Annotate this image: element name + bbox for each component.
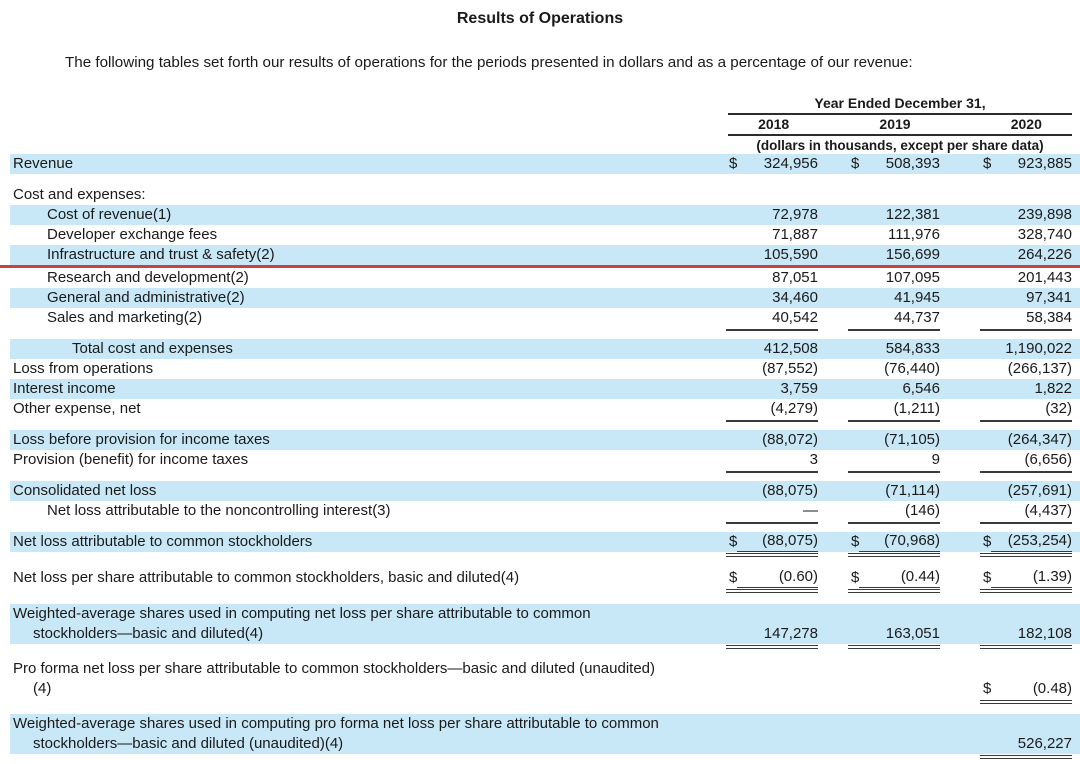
underline-rule (848, 420, 940, 427)
underline-rule-row (10, 589, 1080, 598)
cell-value: 526,227 (1017, 735, 1072, 752)
year-column-2018: 2018 (758, 116, 790, 132)
underline-rule-row (10, 420, 1080, 427)
cell-value: (0.48) (1032, 680, 1072, 697)
cell-value: 105,590 (763, 246, 818, 263)
row-label-wrap (10, 288, 696, 308)
value-cell (848, 734, 940, 754)
row-label: Cost and expenses: (13, 186, 146, 203)
table-row (10, 185, 1080, 205)
value-cell (848, 308, 940, 328)
row-label: General and administrative(2) (47, 289, 245, 306)
cell-value: (87,552) (762, 360, 818, 377)
value-cell (980, 379, 1072, 399)
dollar-sign: $ (729, 533, 738, 550)
value-cell (726, 450, 818, 470)
year-column-2019: 2019 (879, 116, 911, 132)
row-label: Pro forma net loss per share attributable to common stockholders—basic and diluted (unaudited)(4) (13, 660, 656, 697)
value-cell (980, 205, 1072, 225)
value-cell (848, 399, 940, 419)
value-cell (726, 532, 818, 552)
period-header: Year Ended December 31, (728, 94, 1072, 115)
value-cell (980, 225, 1072, 245)
row-label-wrap (10, 659, 696, 699)
row-label: Provision (benefit) for income taxes (13, 451, 249, 468)
underline-rule (980, 553, 1072, 562)
value-cell (726, 154, 818, 174)
value-cell (980, 359, 1072, 379)
value-cell (980, 154, 1072, 174)
cell-value: 58,384 (1026, 309, 1072, 326)
cell-value: 1,190,022 (1005, 340, 1072, 357)
row-label-wrap (10, 714, 696, 754)
cell-value: (253,254) (991, 531, 1072, 552)
underline-rule (848, 329, 940, 336)
cell-value: (266,137) (1007, 360, 1072, 377)
rule-gap (848, 759, 940, 764)
table-row (10, 659, 1080, 699)
value-cell (980, 679, 1072, 699)
units-note: (dollars in thousands, except per share data) (756, 138, 1044, 153)
row-label-wrap (10, 481, 696, 501)
row-label: Infrastructure and trust & safety(2) (47, 246, 275, 263)
row-label-wrap (10, 185, 696, 205)
cell-value: (88,075) (762, 482, 818, 499)
value-cell (980, 430, 1072, 450)
underline-rule (980, 589, 1072, 598)
cell-value: (1.39) (991, 567, 1072, 588)
cell-value: 324,956 (763, 155, 818, 172)
row-label-wrap (10, 245, 696, 265)
underline-rule (980, 700, 1072, 709)
underline-rule (848, 589, 940, 598)
cell-value: 9 (931, 451, 940, 468)
underline-rule (848, 553, 940, 562)
underline-rule (980, 329, 1072, 336)
value-cell (848, 481, 940, 501)
underline-rule (980, 471, 1072, 478)
underline-rule (726, 522, 818, 529)
value-cell (848, 185, 940, 205)
table-row (10, 714, 1080, 754)
row-label-wrap (10, 532, 696, 552)
underline-rule (726, 420, 818, 427)
table-row (10, 568, 1080, 588)
cell-value: (264,347) (1007, 431, 1072, 448)
cell-value: 72,978 (772, 206, 818, 223)
cell-value: 44,737 (894, 309, 940, 326)
value-cell (726, 568, 818, 588)
table-row (10, 359, 1080, 379)
value-cell (726, 481, 818, 501)
value-cell (848, 245, 940, 265)
row-label: Other expense, net (13, 400, 141, 417)
row-label-wrap (10, 268, 696, 288)
row-label: Net loss attributable to the noncontrolling interest(3) (47, 502, 391, 519)
cell-value: (0.60) (737, 567, 818, 588)
underline-rule-row (10, 700, 1080, 709)
cell-value: 3 (809, 451, 818, 468)
row-label: Total cost and expenses (72, 340, 233, 357)
table-row (10, 205, 1080, 225)
row-label-wrap (10, 379, 696, 399)
cell-value: 328,740 (1017, 226, 1072, 243)
cell-value: 107,095 (885, 269, 940, 286)
cell-value: (76,440) (884, 360, 940, 377)
table-row (10, 308, 1080, 328)
underline-rule (980, 522, 1072, 529)
cell-value: 584,833 (885, 340, 940, 357)
table-row (10, 399, 1080, 419)
value-cell (980, 532, 1072, 552)
value-cell (726, 379, 818, 399)
value-cell (726, 430, 818, 450)
dollar-sign: $ (983, 680, 992, 697)
value-cell (848, 532, 940, 552)
row-label: Developer exchange fees (47, 226, 218, 243)
value-cell (726, 399, 818, 419)
dollar-sign: $ (983, 155, 992, 172)
row-label-wrap (10, 501, 696, 521)
table-row (10, 532, 1080, 552)
cell-value: (6,656) (1024, 451, 1072, 468)
row-label-wrap (10, 430, 696, 450)
value-cell (848, 225, 940, 245)
dollar-sign: $ (983, 533, 992, 550)
cell-value: (4,279) (770, 400, 818, 417)
row-label-wrap (10, 308, 696, 328)
cell-value: (1,211) (893, 400, 940, 417)
row-label-wrap (10, 225, 696, 245)
cell-value: 264,226 (1017, 246, 1072, 263)
value-cell (726, 339, 818, 359)
value-cell (848, 430, 940, 450)
underline-rule (848, 471, 940, 478)
value-cell (848, 359, 940, 379)
table-row (10, 225, 1080, 245)
units-note-span (728, 136, 1072, 154)
underline-rule (980, 420, 1072, 427)
value-cell (848, 288, 940, 308)
dollar-sign: $ (851, 533, 860, 550)
value-cell (848, 450, 940, 470)
row-label: Weighted-average shares used in computing pro forma net loss per share attributable to common stockholders—basic and diluted (unaudited)(4) (13, 715, 659, 752)
row-label-wrap (10, 154, 696, 174)
cell-value: 163,051 (885, 625, 940, 642)
cell-value: 41,945 (894, 289, 940, 306)
cell-value: 3,759 (780, 380, 818, 397)
cell-value: 923,885 (1017, 155, 1072, 172)
cell-value: (70,968) (859, 531, 940, 552)
cell-value: 201,443 (1017, 269, 1072, 286)
value-cell (980, 245, 1072, 265)
cell-value: (4,437) (1024, 502, 1072, 519)
value-cell (726, 205, 818, 225)
cell-value: (71,114) (885, 482, 940, 499)
cell-value: (257,691) (1007, 482, 1072, 499)
dollar-sign: $ (729, 569, 738, 586)
row-label: Interest income (13, 380, 116, 397)
table-row (10, 604, 1080, 644)
table-row (10, 430, 1080, 450)
underline-rule (726, 553, 818, 562)
value-cell (726, 308, 818, 328)
value-cell (848, 379, 940, 399)
value-cell (726, 268, 818, 288)
rule-gap (726, 759, 818, 764)
table-row (10, 339, 1080, 359)
underline-rule-row (10, 755, 1080, 764)
value-cell (726, 679, 818, 699)
row-gap (0, 174, 1080, 185)
underline-rule (848, 645, 940, 654)
value-cell (980, 501, 1072, 521)
table-row (10, 450, 1080, 470)
value-cell (980, 734, 1072, 754)
underline-rule (980, 755, 1072, 764)
row-label: Research and development(2) (47, 269, 249, 286)
row-label: Weighted-average shares used in computing net loss per share attributable to common stockholders—basic and diluted(4) (13, 605, 591, 642)
year-column-2020: 2020 (1010, 116, 1042, 132)
year-columns (728, 115, 1072, 136)
cell-value: (0.44) (859, 567, 940, 588)
value-cell (726, 624, 818, 644)
row-label: Consolidated net loss (13, 482, 157, 499)
underline-rule-row (10, 645, 1080, 654)
value-cell (848, 339, 940, 359)
row-label-wrap (10, 568, 696, 588)
value-cell (726, 734, 818, 754)
intro-paragraph: The following tables set forth our results of operations for the periods presented in dollars and as a percentage of our revenue: (65, 54, 913, 71)
cell-value: 111,976 (888, 226, 940, 243)
row-label-wrap (10, 205, 696, 225)
cell-value: (146) (904, 502, 940, 519)
value-cell (848, 624, 940, 644)
row-label: Net loss per share attributable to common stockholders, basic and diluted(4) (13, 569, 520, 586)
cell-value: 97,341 (1026, 289, 1072, 306)
cell-value: 1,822 (1034, 380, 1072, 397)
cell-value: 182,108 (1017, 625, 1072, 642)
row-label: Sales and marketing(2) (47, 309, 203, 326)
table-row (10, 379, 1080, 399)
row-label-wrap (10, 604, 696, 644)
table-row (10, 245, 1080, 265)
table-row (10, 481, 1080, 501)
value-cell (980, 481, 1072, 501)
value-cell (980, 450, 1072, 470)
dollar-sign: $ (851, 569, 860, 586)
table-row (10, 268, 1080, 288)
row-label-wrap (10, 450, 696, 470)
results-of-operations-table (0, 94, 1080, 764)
underline-rule-row (10, 471, 1080, 478)
rule-gap (848, 704, 940, 709)
value-cell (980, 568, 1072, 588)
underline-rule (726, 471, 818, 478)
row-label-wrap (10, 399, 696, 419)
table-row (10, 154, 1080, 174)
period-header-row (10, 94, 1080, 115)
value-cell (726, 185, 818, 205)
row-label-wrap (10, 359, 696, 379)
value-cell (980, 339, 1072, 359)
value-cell (980, 399, 1072, 419)
cell-value: (88,075) (737, 531, 818, 552)
underline-rule (726, 645, 818, 654)
value-cell (848, 205, 940, 225)
cell-value: (88,072) (762, 431, 818, 448)
value-cell (980, 308, 1072, 328)
cell-value: (32) (1045, 400, 1072, 417)
value-cell (980, 185, 1072, 205)
table-row (10, 288, 1080, 308)
row-label: Loss before provision for income taxes (13, 431, 270, 448)
underline-rule (726, 589, 818, 598)
row-label: Net loss attributable to common stockholders (13, 533, 313, 550)
row-label: Cost of revenue(1) (47, 206, 172, 223)
row-label: Revenue (13, 155, 74, 172)
cell-value: (71,105) (884, 431, 940, 448)
year-header-row (10, 115, 1080, 136)
value-cell (848, 154, 940, 174)
underline-rule (848, 522, 940, 529)
value-cell (726, 245, 818, 265)
rule-gap (726, 704, 818, 709)
cell-value: 87,051 (772, 269, 818, 286)
row-label: Loss from operations (13, 360, 154, 377)
cell-value: 156,699 (885, 246, 940, 263)
underline-rule-row (10, 329, 1080, 336)
cell-value: 40,542 (772, 309, 818, 326)
dollar-sign: $ (851, 155, 860, 172)
row-label-wrap (10, 339, 696, 359)
value-cell (980, 268, 1072, 288)
underline-rule-row (10, 522, 1080, 529)
cell-value: 71,887 (772, 226, 818, 243)
value-cell (848, 679, 940, 699)
underline-rule (726, 329, 818, 336)
underline-rule-row (10, 553, 1080, 562)
section-title: Results of Operations (456, 10, 624, 27)
table-rows (0, 154, 1080, 764)
underline-rule (980, 645, 1072, 654)
cell-value: 147,278 (763, 625, 818, 642)
value-cell (980, 288, 1072, 308)
value-cell (848, 268, 940, 288)
value-cell (848, 568, 940, 588)
units-note-row (10, 136, 1080, 154)
cell-value: 34,460 (772, 289, 818, 306)
cell-value: 122,381 (885, 206, 940, 223)
table-row (10, 501, 1080, 521)
cell-value: 239,898 (1017, 206, 1072, 223)
cell-value: — (803, 502, 818, 519)
value-cell (980, 624, 1072, 644)
dollar-sign: $ (983, 569, 992, 586)
cell-value: 412,508 (763, 340, 818, 357)
cell-value: 6,546 (902, 380, 940, 397)
value-cell (726, 359, 818, 379)
dollar-sign: $ (729, 155, 738, 172)
cell-value: 508,393 (885, 155, 940, 172)
value-cell (726, 225, 818, 245)
value-cell (726, 501, 818, 521)
value-cell (848, 501, 940, 521)
value-cell (726, 288, 818, 308)
